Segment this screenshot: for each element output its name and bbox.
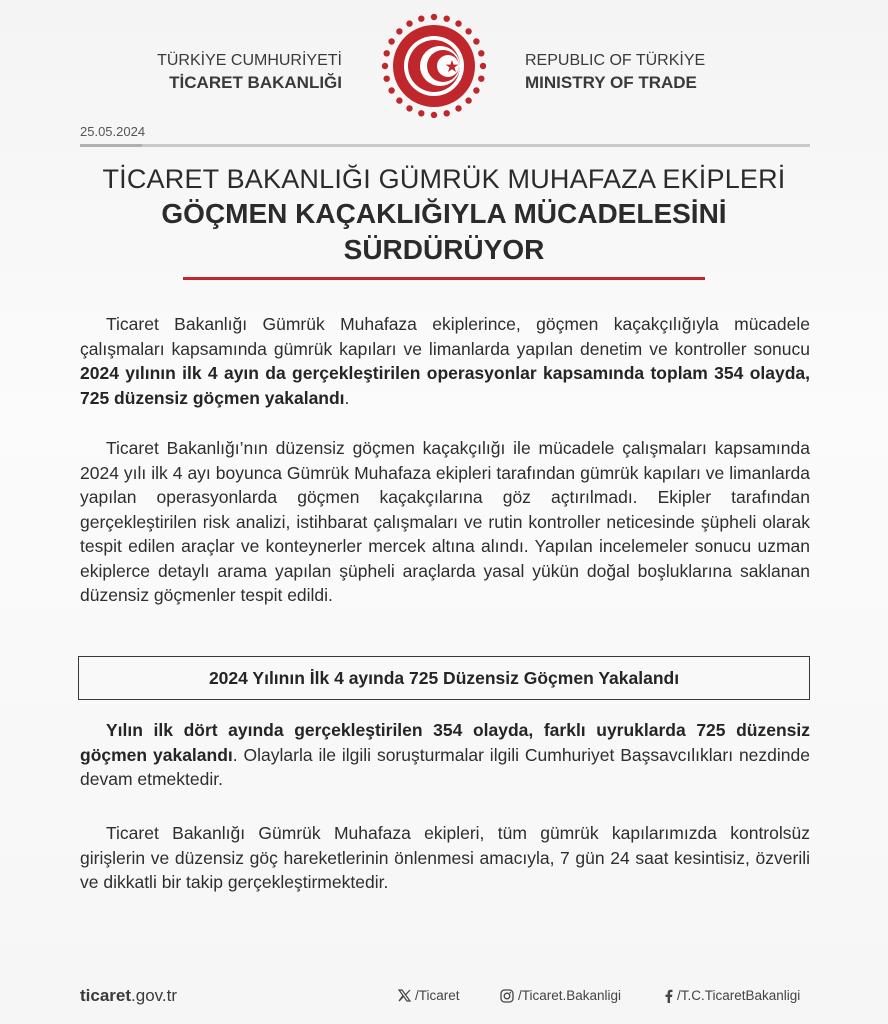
website-domain: .gov.tr	[131, 986, 178, 1005]
paragraph-1-end: .	[344, 387, 350, 408]
instagram-link[interactable]	[500, 988, 621, 1003]
page-title	[40, 162, 848, 268]
title-line-2: GÖÇMEN KAÇAKLIĞIYLA MÜCADELESİNİ	[161, 198, 727, 229]
title-line-1: TİCARET BAKANLIĞI GÜMRÜK MUHAFAZA EKİPLERİ	[102, 164, 786, 194]
country-name-en: REPUBLIC OF TÜRKİYE	[525, 52, 706, 69]
press-release-date: 25.05.2024	[80, 124, 146, 139]
paragraph-1	[80, 312, 810, 410]
title-divider	[183, 277, 705, 280]
section-heading: 2024 Yılının İlk 4 ayında 725 Düzensiz Göçmen Yakalandı	[208, 667, 680, 688]
section-heading-box	[78, 656, 810, 700]
website-link[interactable]	[80, 986, 177, 1006]
ministry-emblem-icon	[382, 14, 486, 118]
paragraph-1-highlight: 2024 yılının ilk 4 ayın da gerçekleştirilen operasyonlar kapsamında toplam 354 olayda, 725 düzensiz göçmen yakalandı	[80, 363, 810, 408]
x-handle: /Ticaret	[415, 988, 460, 1003]
paragraph-3-text: . Olaylarla ile ilgili soruşturmalar ilgili Cumhuriyet Başsavcılıkları nezdinde devam etmektedir.	[80, 744, 810, 789]
x-icon	[398, 989, 411, 1002]
ministry-name-en: MINISTRY OF TRADE	[525, 73, 697, 92]
title-line-3: SÜRDÜRÜYOR	[343, 234, 545, 265]
letterhead	[0, 0, 888, 128]
paragraph-3-highlight: Yılın ilk dört ayında gerçekleştirilen 354 olayda, farklı uyruklarda 725 düzensiz göçmen yakalandı	[80, 720, 810, 765]
paragraph-4-text: Ticaret Bakanlığı Gümrük Muhafaza ekipleri, tüm gümrük kapılarımızda kontrolsüz girişlerin ve düzensiz göç hareketlerinin önlenmesi amacıyla, 7 gün 24 saat kesintisiz, özverili ve dikkatli bir takip gerçekleştirmektedir.	[80, 823, 810, 892]
country-name-tr: TÜRKİYE CUMHURİYETİ	[157, 52, 342, 69]
instagram-icon	[500, 989, 514, 1003]
letterhead-right	[525, 50, 705, 94]
paragraph-2-text: Ticaret Bakanlığı’nın düzensiz göçmen kaçakçılığı ile mücadele çalışmaları kapsamında 2024 yılı ilk 4 ayı boyunca Gümrük Muhafaza ekipleri tarafından gümrük kapıları ve limanlarda yapılan operasyonlarda göçmen kaçakçılarına göz açtırılmadı. Ekipler tarafından gerçekleştirilen risk analizi, istihbarat çalışmaları ve rutin kontroller neticesinde şüpheli olarak tespit edilen araçlar ve konteynerler mercek altına alındı. Yapılan incelemeler sonucu uzman ekiplerce detaylı arama yapılan şüpheli araçlarda yasal yükün doğal boşluklarına saklanan düzensiz göçmenler tespit edildi.	[80, 438, 810, 605]
website-name: ticaret	[80, 986, 132, 1005]
paragraph-1-text: Ticaret Bakanlığı Gümrük Muhafaza ekiplerince, göçmen kaçakçılığıyla mücadele çalışmaları kapsamında gümrük kapıları ve limanlarda yapılan denetim ve kontroller sonucu	[80, 314, 810, 359]
paragraph-3	[80, 718, 810, 792]
ministry-name-tr: TİCARET BAKANLIĞI	[169, 73, 342, 92]
facebook-icon	[664, 989, 673, 1003]
instagram-handle: /Ticaret.Bakanligi	[518, 988, 622, 1003]
date-divider	[80, 144, 810, 147]
facebook-link[interactable]	[664, 988, 800, 1003]
paragraph-4	[80, 821, 810, 895]
facebook-handle: /T.C.TicaretBakanligi	[677, 988, 801, 1003]
paragraph-2	[80, 436, 810, 608]
x-link[interactable]	[398, 988, 460, 1003]
letterhead-left	[157, 50, 342, 94]
